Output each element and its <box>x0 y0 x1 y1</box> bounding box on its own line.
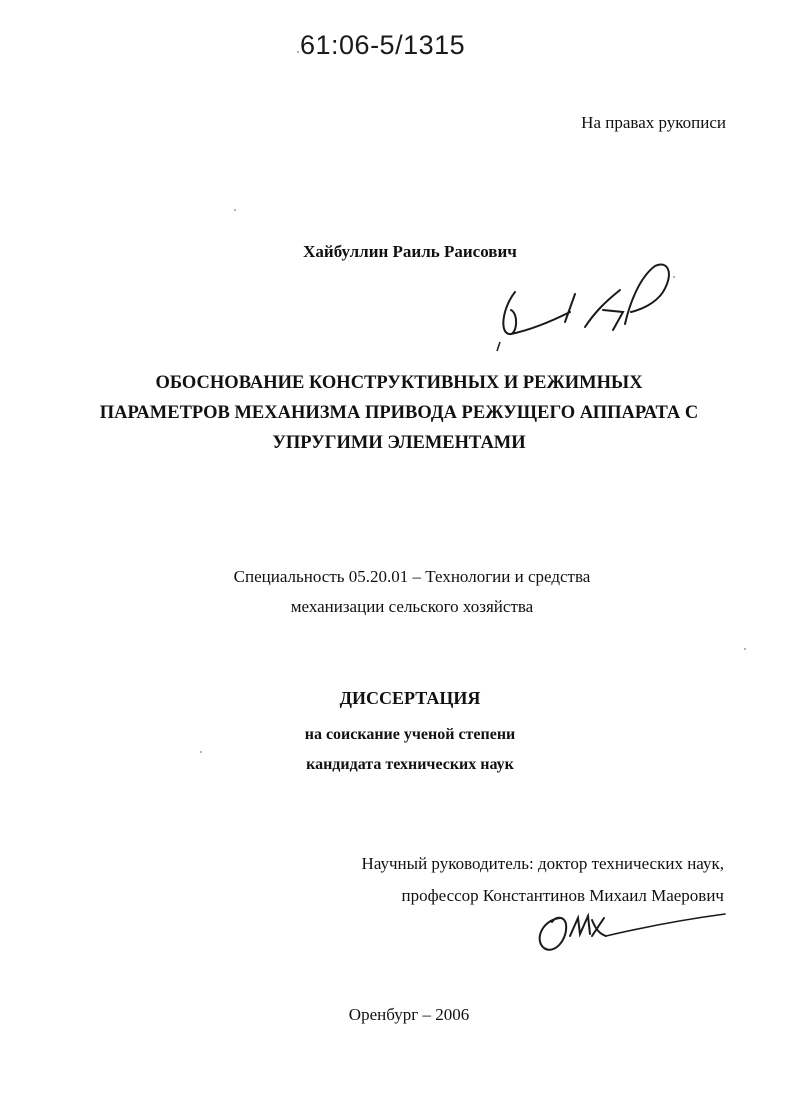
degree-line: на соискание ученой степени <box>304 726 516 743</box>
title-line: УПРУГИМИ ЭЛЕМЕНТАМИ <box>272 433 526 453</box>
specialty <box>0 562 798 622</box>
city-year: Оренбург – 2006 <box>348 1005 470 1024</box>
title-line: ОБОСНОВАНИЕ КОНСТРУКТИВНЫХ И РЕЖИМНЫХ <box>155 373 643 393</box>
degree-description <box>0 720 798 780</box>
title-line: ПАРАМЕТРОВ МЕХАНИЗМА ПРИВОДА РЕЖУЩЕГО АППАРАТА С <box>99 403 699 423</box>
rights-note: На правах рукописи <box>581 113 726 132</box>
supervisor-line: профессор Константинов Михаил Маерович <box>401 886 724 905</box>
degree-line: кандидата технических наук <box>306 756 514 773</box>
supervisor-line: Научный руководитель: доктор технических наук, <box>361 854 724 873</box>
scan-speck <box>234 209 236 211</box>
dissertation-title <box>0 368 798 458</box>
author-signature <box>495 252 685 352</box>
dissertation-heading: ДИССЕРТАЦИЯ <box>339 688 481 708</box>
scan-speck <box>673 276 675 278</box>
scan-speck <box>744 648 746 650</box>
specialty-line: механизации сельского хозяйства <box>290 597 534 616</box>
scan-speck <box>297 51 299 53</box>
specialty-line: Специальность 05.20.01 – Технологии и средства <box>233 567 591 586</box>
author-name: Хайбуллин Раиль Раисович <box>303 242 517 261</box>
archive-stamp: 61:06-5/1315 <box>300 30 466 60</box>
scan-speck <box>200 751 202 753</box>
supervisor-signature <box>530 900 730 960</box>
